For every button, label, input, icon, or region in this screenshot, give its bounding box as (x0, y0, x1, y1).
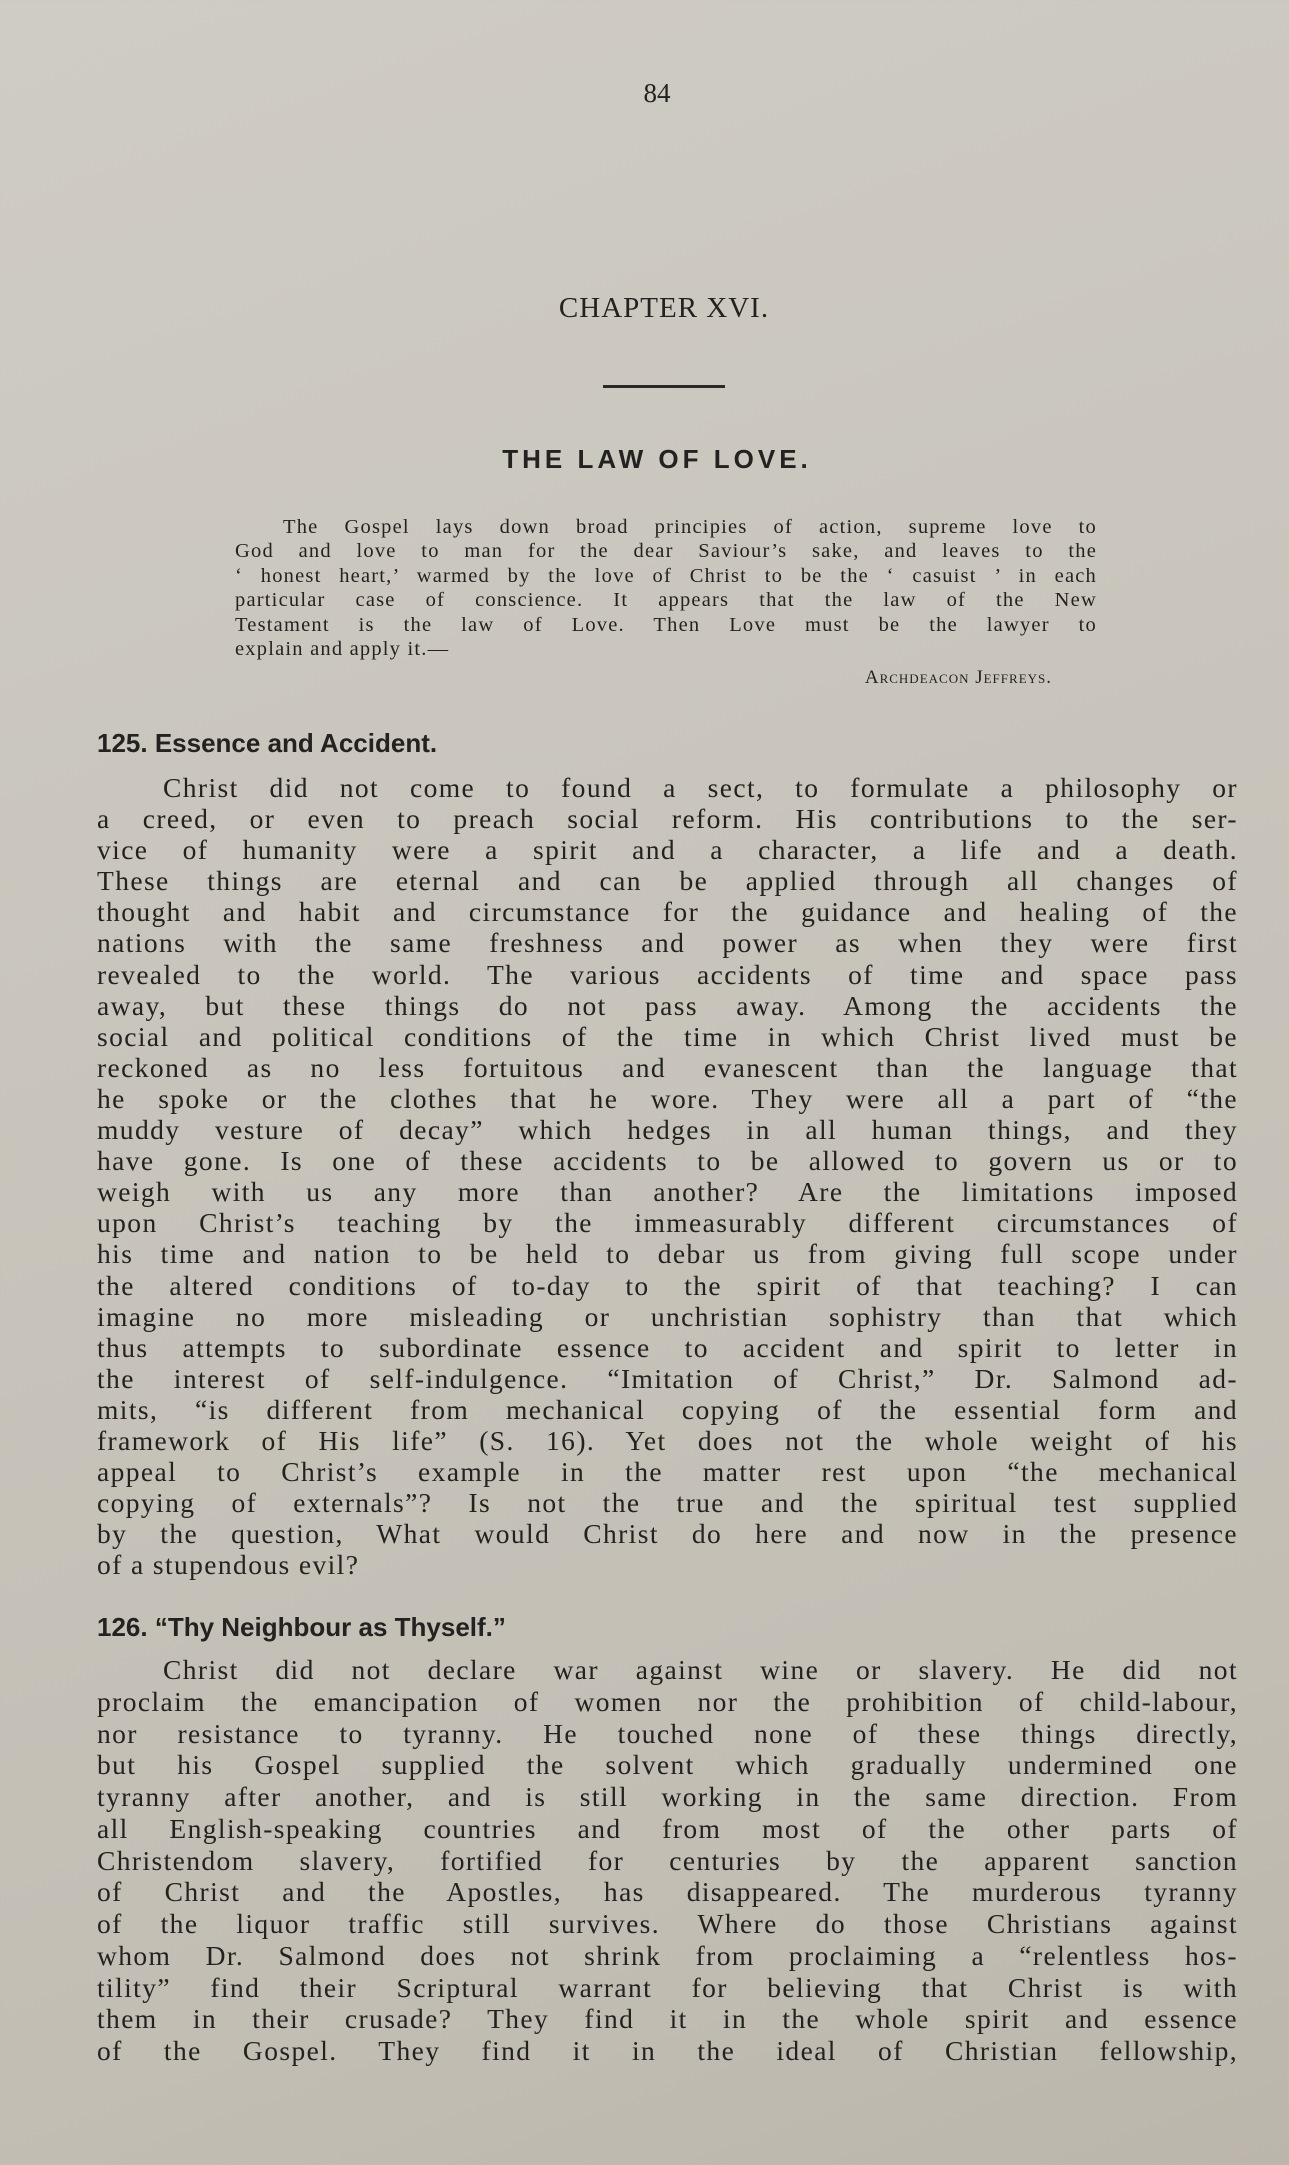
text-line: of the Gospel. They find it in the ideal of Christian fellowship, (97, 2035, 1238, 2066)
text-line: Christ did not declare war against wine or slavery. He did not (163, 1654, 1238, 1685)
text-line: of a stupendous evil? (97, 1549, 360, 1581)
text-line: upon Christ’s teaching by the immeasurably different circumstances of (97, 1207, 1238, 1239)
text-line: whom Dr. Salmond does not shrink from proclaiming a “relentless hos- (97, 1939, 1238, 1971)
text-line: all English-speaking countries and from most of the other parts of (97, 1812, 1238, 1844)
epigraph (235, 515, 1097, 661)
chapter-title: THE LAW OF LOVE. (502, 444, 812, 474)
section-126-body (97, 1654, 1238, 2067)
text-line: muddy vesture of decay” which hedges in all human things, and they (97, 1114, 1238, 1146)
chapter-heading: CHAPTER XVI. (558, 292, 770, 324)
text-line: Testament is the law of Love. Then Love must be the lawyer to (235, 613, 1097, 636)
text-line: tyranny after another, and is still working in the same direction. From (97, 1781, 1238, 1812)
text-line: away, but these things do not pass away. Among the accidents the (97, 989, 1238, 1021)
divider-rule (603, 385, 725, 388)
epigraph-attribution: Archdeacon Jeffreys. (864, 667, 1052, 688)
text-line: The Gospel lays down broad principies of action, supreme love to (283, 516, 1097, 538)
text-line: nor resistance to tyranny. He touched none of these things directly, (97, 1717, 1238, 1749)
text-line: his time and nation to be held to debar us from giving full scope under (97, 1238, 1238, 1270)
text-line: tility” find their Scriptural warrant for believing that Christ is with (97, 1971, 1238, 2003)
text-line: These things are eternal and can be applied through all changes of (97, 865, 1238, 897)
text-line: the interest of self-indulgence. “Imitation of Christ,” Dr. Salmond ad- (97, 1362, 1238, 1394)
text-line: them in their crusade? They find it in the whole spirit and essence (97, 2003, 1238, 2035)
text-line: proclaim the emancipation of women nor the prohibition of child-labour, (97, 1685, 1238, 1717)
text-line: a creed, or even to preach social reform. His contributions to the ser- (97, 803, 1238, 835)
text-line: mits, “is different from mechanical copying of the essential form and (97, 1393, 1238, 1425)
text-line: but his Gospel supplied the solvent which gradually undermined one (97, 1749, 1238, 1781)
text-line: thus attempts to subordinate essence to accident and spirit to letter in (97, 1331, 1238, 1363)
page-number: 84 (643, 78, 671, 108)
text-line: vice of humanity were a spirit and a character, a life and a death. (97, 834, 1238, 866)
text-line: Christ did not come to found a sect, to formulate a philosophy or (163, 772, 1238, 803)
text-line: nations with the same freshness and power as when they were first (97, 927, 1238, 959)
section-125-body (97, 772, 1238, 1580)
text-line: of the liquor traffic still survives. Where do those Christians against (97, 1908, 1238, 1939)
text-line: particular case of conscience. It appears that the law of the New (235, 589, 1097, 612)
text-line: revealed to the world. The various accidents of time and space pass (97, 958, 1238, 990)
text-line: of Christ and the Apostles, has disappeared. The murderous tyranny (97, 1876, 1238, 1908)
text-line: framework of His life” (S. 16). Yet does not the whole weight of his (97, 1424, 1238, 1456)
text-line: weigh with us any more than another? Are the limitations imposed (97, 1176, 1238, 1208)
text-line: God and love to man for the dear Saviour’s sake, and leaves to the (235, 540, 1097, 563)
text-line: the altered conditions of to-day to the spirit of that teaching? I can (97, 1269, 1238, 1301)
text-line: have gone. Is one of these accidents to be allowed to govern us or to (97, 1145, 1238, 1177)
text-line: explain and apply it.— (235, 638, 450, 661)
text-line: ‘ honest heart,’ warmed by the love of Christ to be the ‘ casuist ’ in each (235, 564, 1097, 587)
text-line: imagine no more misleading or unchristian sophistry than that which (97, 1300, 1238, 1332)
text-line: social and political conditions of the time in which Christ lived must be (97, 1020, 1238, 1052)
text-line: he spoke or the clothes that he wore. They were all a part of “the (97, 1082, 1238, 1114)
text-line: by the question, What would Christ do here and now in the presence (97, 1518, 1238, 1550)
text-line: reckoned as no less fortuitous and evanescent than the language that (97, 1051, 1238, 1083)
section-heading-126: 126. “Thy Neighbour as Thyself.” (97, 1612, 506, 1642)
text-line: appeal to Christ’s example in the matter rest upon “the mechanical (97, 1456, 1238, 1488)
text-line: thought and habit and circumstance for the guidance and healing of the (97, 896, 1238, 928)
text-line: Christendom slavery, fortified for centuries by the apparent sanction (97, 1844, 1238, 1876)
text-line: copying of externals”? Is not the true and the spiritual test supplied (97, 1487, 1238, 1519)
section-heading-125: 125. Essence and Accident. (97, 728, 438, 758)
